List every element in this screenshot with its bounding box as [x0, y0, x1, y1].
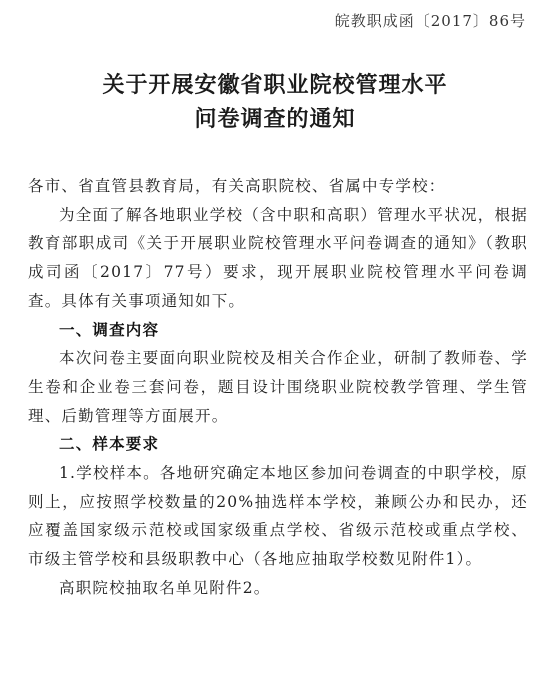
- title-line-2: 问卷调查的通知: [194, 106, 356, 132]
- document-body: [28, 172, 528, 603]
- salutation: 各市、省直管县教育局，有关高职院校、省属中专学校：: [28, 177, 446, 195]
- section-paragraph: 本次问卷主要面向职业院校及相关合作企业，研制了教师卷、学生卷和企业卷三套问卷，题目设计围绕职业院校教学管理、学生管理、后勤管理等方面展开。: [28, 349, 528, 425]
- intro-paragraph: 为全面了解各地职业学校（含中职和高职）管理水平状况，根据教育部职成司《关于开展职业院校管理水平问卷调查的通知》（教职成司函〔2017〕77号）要求，现开展职业院校管理水平问卷调查。具体有关事项通知如下。: [28, 205, 528, 310]
- section-heading-sample: 二、样本要求: [59, 435, 160, 454]
- document-title: [0, 68, 550, 136]
- title-line-1: 关于开展安徽省职业院校管理水平: [102, 72, 448, 98]
- section-paragraph: 高职院校抽取名单见附件2。: [59, 578, 271, 597]
- document-number: 皖教职成函〔2017〕86号: [334, 12, 526, 30]
- section-heading-content: 一、调查内容: [59, 320, 160, 339]
- section-paragraph: 1.学校样本。各地研究确定本地区参加问卷调查的中职学校，原则上，应按照学校数量的20%抽选样本学校，兼顾公办和民办，还应覆盖国家级示范校或国家级重点学校、省级示范校或重点学校、市级主管学校和县级职教中心（各地应抽取学校数见附件1）。: [28, 464, 528, 569]
